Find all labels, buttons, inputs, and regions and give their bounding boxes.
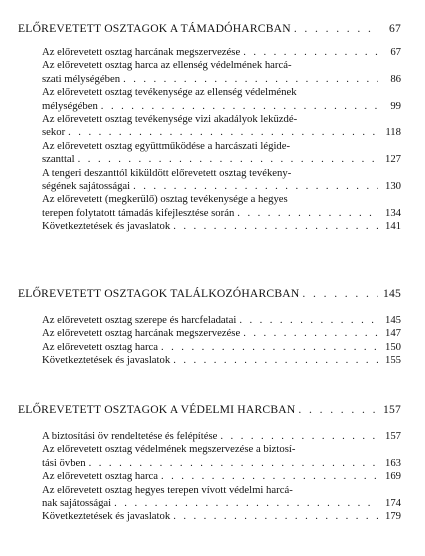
toc-entry	[18, 327, 401, 340]
page-number: 150	[384, 340, 401, 353]
entry-line: Az előrevetett osztag együttműködése a harcászati légide-	[42, 139, 291, 152]
dot-leader	[161, 470, 378, 483]
entry-title: Következtetések és javaslatok	[42, 510, 171, 523]
entry-title: terepen folytatott támadás kifejlesztése során	[42, 206, 235, 219]
dot-leader	[68, 126, 378, 139]
toc-entry	[18, 430, 401, 443]
dot-leader	[173, 510, 378, 523]
toc-entry	[18, 470, 401, 483]
entry-title: szati mélységében	[42, 72, 121, 85]
page-number: 155	[384, 354, 401, 367]
entry-title: Az előrevetett osztag szerepe és harcfeladatai	[42, 314, 237, 326]
page-number: 86	[390, 72, 401, 85]
entry-line: A tengeri deszanttól kiküldött előrevetett osztag tevékeny-	[42, 166, 292, 179]
entry-title: Az előrevetett osztag harcának megszervezése	[42, 46, 241, 58]
page-number: 174	[384, 496, 401, 509]
dot-leader	[114, 497, 378, 510]
toc-entry	[18, 73, 401, 86]
page-number: 145	[383, 287, 401, 300]
toc-entry	[18, 314, 401, 327]
toc-section-encounter	[18, 285, 401, 368]
toc-section-attack	[18, 20, 401, 233]
dot-leader	[89, 457, 378, 470]
entry-title: Következtetések és javaslatok	[42, 220, 171, 233]
toc-entry	[18, 207, 401, 220]
dot-leader	[239, 314, 378, 327]
entry-title: Az előrevetett osztag harca	[42, 470, 159, 483]
entry-title: mélységében	[42, 99, 98, 112]
page-number: 99	[390, 99, 401, 112]
entry-title: sekor	[42, 126, 66, 139]
entry-title: A biztosítási öv rendeltetése és felépítése	[42, 430, 218, 442]
page-number: 130	[384, 179, 401, 192]
dot-leader	[123, 73, 378, 86]
dot-leader	[161, 341, 378, 354]
toc-entry	[18, 220, 401, 233]
page-number: 157	[383, 403, 401, 416]
entry-line: Az előrevetett osztag harca az ellenség védelmének harcá-	[42, 59, 292, 72]
page-number: 147	[384, 327, 401, 340]
entry-title: tási övben	[42, 456, 86, 469]
entry-line: Az előrevetett osztag védelmének megszervezése a biztosí-	[42, 443, 296, 456]
entry-title: Az előrevetett osztag harcának megszervezése	[42, 327, 241, 340]
entry-title: ségének sajátosságai	[42, 179, 131, 192]
page-number: 134	[384, 206, 401, 219]
dot-leader	[298, 401, 378, 419]
toc-entry	[18, 100, 401, 113]
dot-leader	[220, 430, 378, 443]
dot-leader	[101, 100, 378, 113]
dot-leader	[173, 220, 378, 233]
dot-leader	[243, 327, 378, 340]
entry-line: Az előrevetett osztag hegyes terepen vívott védelmi harcá-	[42, 483, 293, 496]
page-number: 141	[384, 220, 401, 233]
page-number: 163	[384, 456, 401, 469]
page-number: 127	[384, 153, 401, 166]
page-number: 179	[384, 510, 401, 523]
toc-entry	[18, 180, 401, 193]
page-number: 157	[384, 430, 401, 442]
toc-entry	[18, 354, 401, 367]
toc-section-defense	[18, 401, 401, 524]
toc-entry	[18, 46, 401, 59]
page-number: 67	[390, 46, 401, 58]
dot-leader	[78, 153, 378, 166]
toc-entry	[18, 341, 401, 354]
entry-line: Az előrevetett (megkerülő) osztag tevékenysége a hegyes	[42, 193, 288, 206]
entry-line: Az előrevetett osztag tevékenysége az ellenség védelmének	[42, 86, 297, 99]
dot-leader	[243, 46, 378, 59]
toc-entry	[18, 457, 401, 470]
section-title: ELŐREVETETT OSZTAGOK A VÉDELMI HARCBAN	[18, 403, 296, 416]
page-number: 169	[384, 470, 401, 483]
toc-entry	[18, 126, 401, 139]
entry-title: Az előrevetett osztag harca	[42, 340, 159, 353]
dot-leader	[237, 207, 378, 220]
dot-leader	[294, 20, 378, 38]
entry-title: Következtetések és javaslatok	[42, 354, 171, 367]
dot-leader	[173, 354, 378, 367]
entry-line: Az előrevetett osztag tevékenysége vizi akadályok leküzdé-	[42, 112, 298, 125]
page-number: 67	[389, 22, 401, 35]
toc-entry	[18, 153, 401, 166]
entry-title: nak sajátosságai	[42, 496, 112, 509]
toc-entry	[18, 510, 401, 523]
entry-title: szanttal	[42, 153, 75, 166]
dot-leader	[302, 285, 378, 303]
section-heading	[18, 285, 401, 303]
page-number: 118	[385, 126, 401, 139]
toc-entry	[18, 497, 401, 510]
section-title: ELŐREVETETT OSZTAGOK A TÁMADÓHARCBAN	[18, 22, 291, 35]
section-heading	[18, 401, 401, 419]
dot-leader	[133, 180, 378, 193]
section-heading	[18, 20, 401, 38]
page-number: 145	[384, 314, 401, 326]
section-title: ELŐREVETETT OSZTAGOK TALÁLKOZÓHARCBAN	[18, 287, 300, 300]
